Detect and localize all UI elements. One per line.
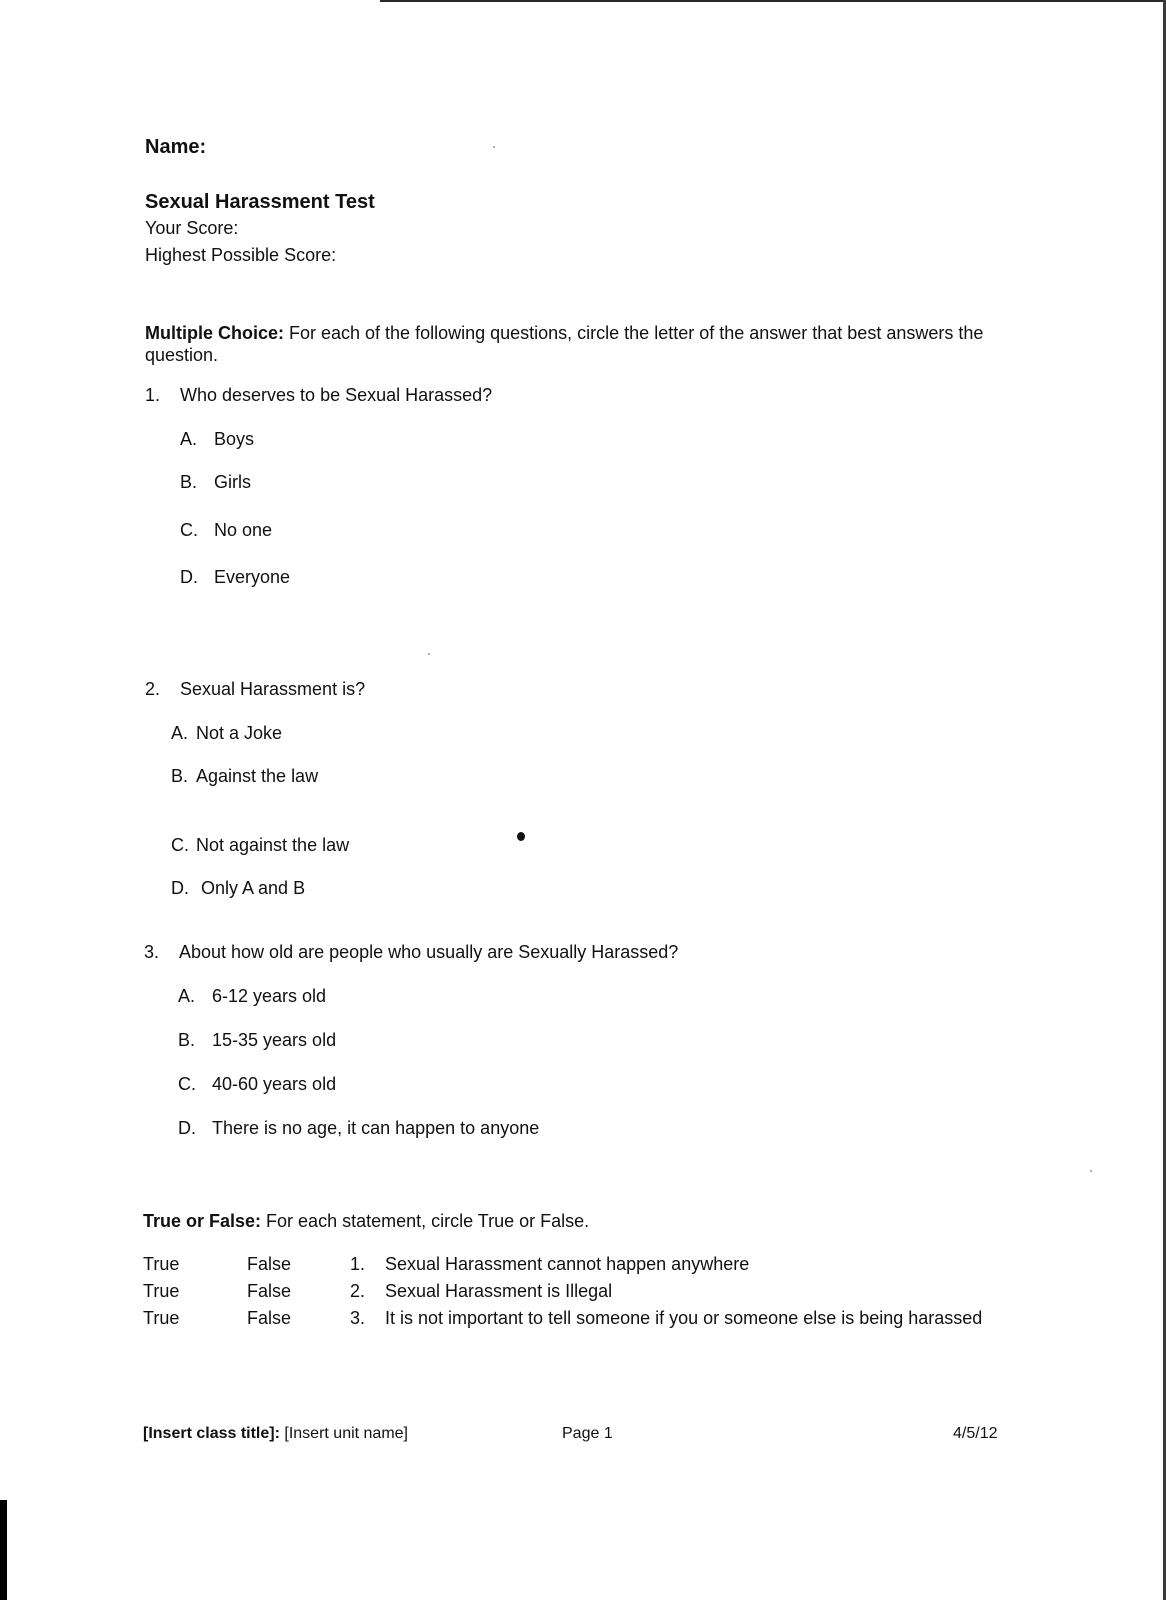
option-text: Only A and B <box>201 878 306 898</box>
option-letter: A. <box>171 723 189 743</box>
true-false-text: For each statement, circle True or False. <box>261 1211 590 1231</box>
question-1-number: 1. <box>145 385 161 405</box>
option-letter: C. <box>180 520 198 540</box>
statement-number: 2. <box>350 1281 366 1301</box>
scan-speck <box>428 653 430 655</box>
true-false-instructions <box>143 1211 589 1232</box>
scan-edge-left <box>0 1500 7 1600</box>
option-text: Everyone <box>214 567 291 587</box>
scan-edge-top <box>380 0 1166 2</box>
false-option: False <box>247 1254 292 1274</box>
option-letter: D. <box>178 1118 196 1138</box>
option-letter: D. <box>171 878 189 898</box>
highest-score-label: Highest Possible Score: <box>145 245 337 265</box>
statement-number: 3. <box>350 1308 366 1328</box>
multiple-choice-instructions <box>145 322 1045 366</box>
statement-text: Sexual Harassment cannot happen anywhere <box>385 1254 750 1274</box>
true-false-label: True or False: <box>143 1211 262 1231</box>
option-text: Girls <box>214 472 251 492</box>
false-option: False <box>247 1308 292 1328</box>
option-text: No one <box>214 520 273 540</box>
scan-speck <box>493 146 495 148</box>
option-letter: C. <box>171 835 189 855</box>
option-letter: D. <box>180 567 198 587</box>
option-text: Not a Joke <box>196 723 283 743</box>
option-text: 40-60 years old <box>212 1074 337 1094</box>
option-text: Against the law <box>196 766 319 786</box>
question-2-text: Sexual Harassment is? <box>180 679 366 699</box>
false-option: False <box>247 1281 292 1301</box>
footer-unit-name: [Insert unit name] <box>279 1425 408 1442</box>
option-text: There is no age, it can happen to anyone <box>212 1118 540 1138</box>
option-text: 6-12 years old <box>212 986 327 1006</box>
option-letter: A. <box>180 429 198 449</box>
option-letter: B. <box>180 472 198 492</box>
option-text: 15-35 years old <box>212 1030 337 1050</box>
question-3-text: About how old are people who usually are Sexually Harassed? <box>179 942 679 962</box>
footer-class-info <box>143 1425 408 1443</box>
statement-text: It is not important to tell someone if you or someone else is being harassed <box>385 1308 983 1328</box>
test-title: Sexual Harassment Test <box>145 191 375 213</box>
statement-number: 1. <box>350 1254 366 1274</box>
option-text: Not against the law <box>196 835 350 855</box>
footer-class-title: [Insert class title]: <box>143 1425 280 1442</box>
stray-dot <box>517 832 525 841</box>
footer-page-number: Page 1 <box>562 1425 613 1442</box>
scan-speck <box>1090 1170 1092 1172</box>
option-letter: C. <box>178 1074 196 1094</box>
question-3-number: 3. <box>144 942 160 962</box>
option-letter: B. <box>178 1030 196 1050</box>
option-letter: B. <box>171 766 189 786</box>
option-letter: A. <box>178 986 196 1006</box>
footer-date: 4/5/12 <box>953 1425 998 1442</box>
multiple-choice-text: For each of the following questions, circle the letter of the answer that best answers the question. <box>145 323 984 365</box>
statement-text: Sexual Harassment is Illegal <box>385 1281 613 1301</box>
true-option: True <box>143 1254 180 1274</box>
your-score-label: Your Score: <box>145 218 239 238</box>
question-2-number: 2. <box>145 679 161 699</box>
true-option: True <box>143 1308 180 1328</box>
option-text: Boys <box>214 429 255 449</box>
question-1-text: Who deserves to be Sexual Harassed? <box>180 385 493 405</box>
name-label: Name: <box>145 136 207 158</box>
true-option: True <box>143 1281 180 1301</box>
multiple-choice-label: Multiple Choice: <box>145 323 284 343</box>
